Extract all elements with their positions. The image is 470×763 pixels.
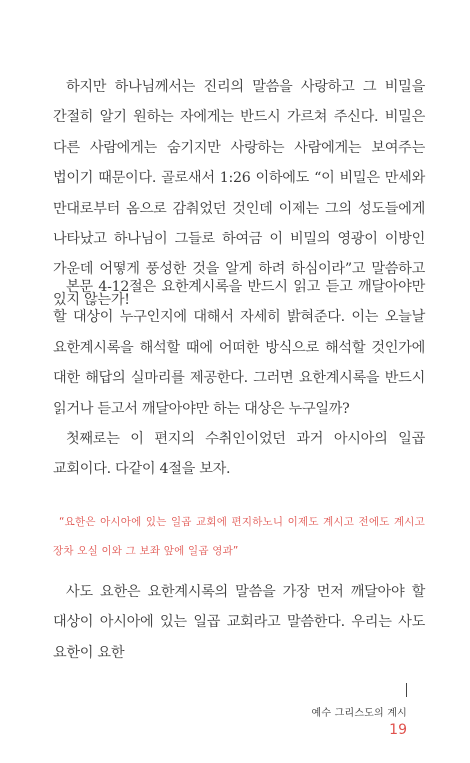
body-paragraph-4: 사도 요한은 요한계시록의 말씀을 가장 먼저 깨달아야 할 대상이 아시아에 있는 일곱 교회라고 말씀한다. 우리는 사도 요한이 요한 — [53, 584, 425, 661]
page-number: 19 — [389, 722, 407, 738]
running-title: 예수 그리스도의 계시 — [311, 708, 407, 719]
footer-divider — [406, 683, 407, 697]
body-paragraph-2: 본문 4-12절은 요한계시록을 반드시 읽고 듣고 깨달아야만 할 대상이 누구인지에 대해서 자세히 밝혀준다. 이는 오늘날 요한계시록을 해석할 때에 어떠한 방식으로 해석할 것인가에 대한 해답의 실마리를 제공한다. 그러면 요한계시록을 반드시 읽거나 듣고서 깨달아야만 하는 대상은 누구일까? — [53, 279, 425, 417]
body-paragraph-3: 첫째로는 이 편지의 수취인이었던 과거 아시아의 일곱 교회이다. 다같이 4절을 보자. — [53, 431, 425, 478]
scripture-quote: “요한은 아시아에 있는 일곱 교회에 편지하노니 이제도 계시고 전에도 계시고 장차 오실 이와 그 보좌 앞에 일곱 영과” — [53, 516, 425, 557]
body-paragraph-1: 하지만 하나님께서는 진리의 말씀을 사랑하고 그 비밀을 간절히 알기 원하는 자에게는 반드시 가르쳐 주신다. 비밀은 다른 사람에게는 숨기지만 사랑하는 사람에게는 보여주는 법이기 때문이다. 골로새서 1:26 이하에도 “이 비밀은 만세와 만대로부터 옴으로 감춰었던 것인데 이제는 그의 성도들에게 나타났고 하나님이 그들로 하여금 이 비밀의 영광이 이방인 가운데 어떻게 풍성한 것을 알게 하려 하심이라”고 말씀하고 있지 않는가! — [53, 79, 425, 308]
